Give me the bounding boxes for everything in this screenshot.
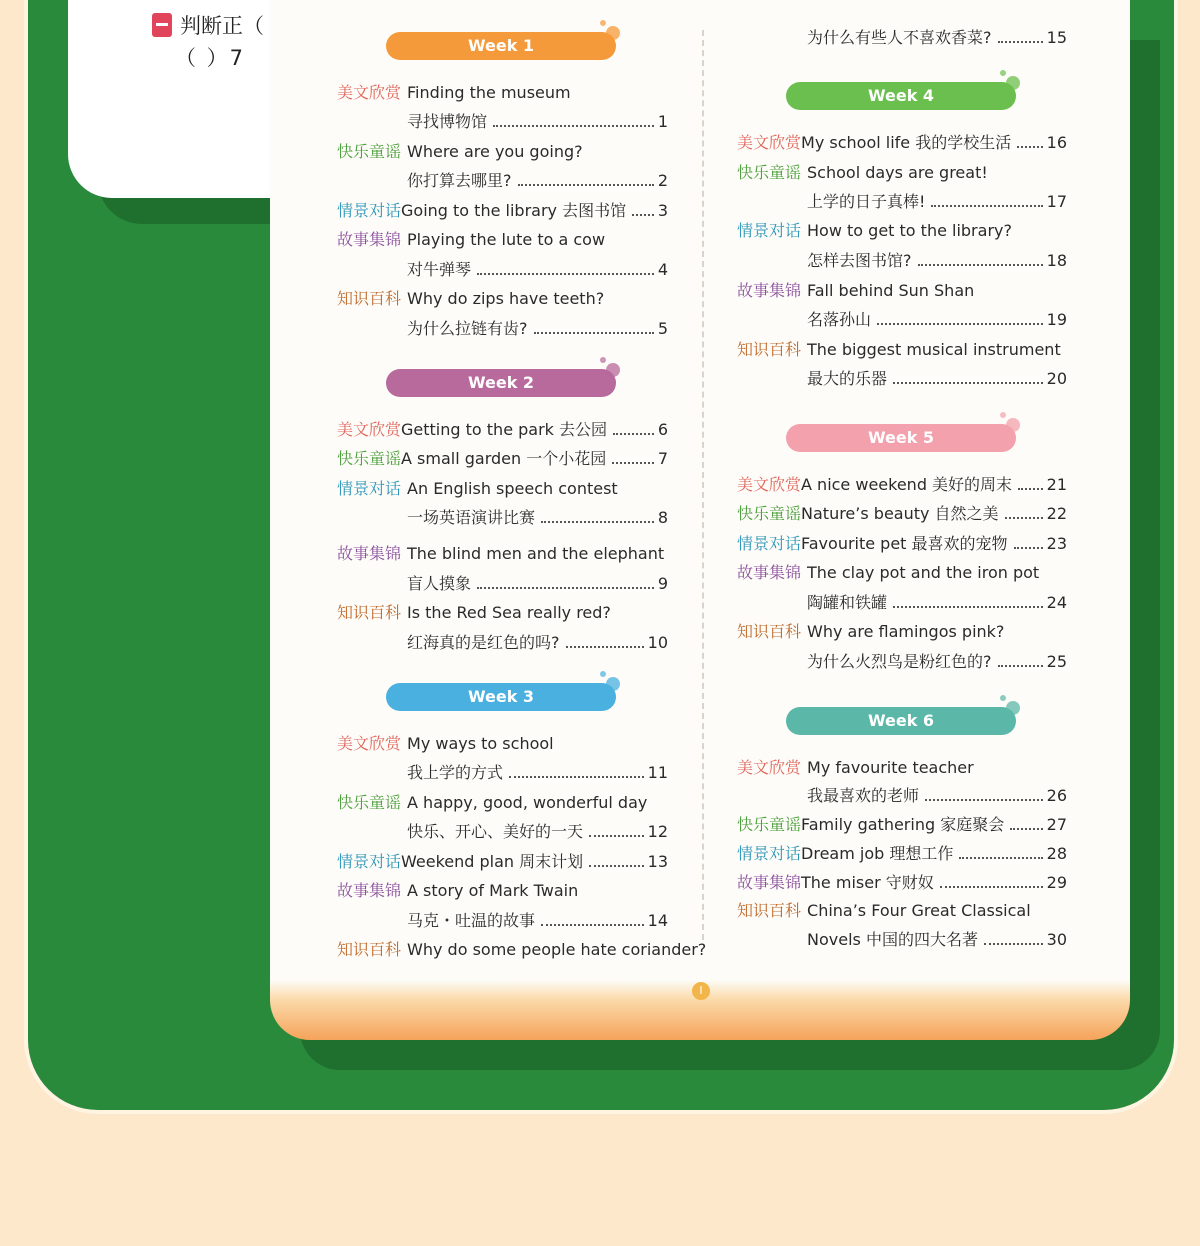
decor-dot	[1000, 412, 1006, 418]
entry-page: 3	[657, 201, 668, 220]
tag-baike: 知识百科	[337, 603, 402, 622]
entry-title: Why do zips have teeth?	[407, 289, 605, 308]
entry-title: Playing the lute to a cow	[407, 230, 606, 249]
entry-title-cn: 盲人摸象	[407, 574, 472, 593]
list-item-cont	[407, 260, 668, 280]
entry-page: 17	[1046, 192, 1067, 211]
week-2-header	[386, 369, 616, 397]
entry-title-cn: 为什么有些人不喜欢香菜?	[807, 28, 992, 47]
entry-title: The biggest musical instrument	[807, 340, 1061, 359]
entry-page: 28	[1046, 844, 1067, 863]
entry-title: Why are flamingos pink?	[807, 622, 1005, 641]
tag-meiwen: 美文欣赏	[737, 475, 802, 494]
list-item-cont	[407, 633, 668, 653]
list-item	[737, 873, 1067, 893]
entry-title: School days are great!	[807, 163, 988, 182]
entry-page: 23	[1046, 534, 1067, 553]
tag-gushi: 故事集锦	[337, 544, 402, 563]
entry-title-cn: 陶罐和铁罐	[807, 593, 888, 612]
list-item-cont	[407, 574, 668, 594]
entry-page: 30	[1046, 930, 1067, 949]
list-item	[337, 289, 604, 309]
list-item-cont	[407, 171, 668, 191]
tag-baike: 知识百科	[737, 340, 802, 359]
list-item	[337, 881, 578, 901]
list-item-cont	[807, 930, 1067, 950]
entry-title: Finding the museum	[407, 83, 571, 102]
entry-page: 25	[1046, 652, 1067, 671]
week-1-label: Week 1	[467, 36, 535, 55]
decor-dot	[600, 20, 606, 26]
entry-title: Why do some people hate coriander?	[407, 940, 707, 959]
week-2-label: Week 2	[467, 373, 535, 392]
entry-title-cn: 名落孙山	[807, 310, 872, 329]
list-item	[737, 221, 1012, 241]
entry-title: Favourite pet 最喜欢的宠物	[801, 534, 1008, 553]
entry-title: Family gathering 家庭聚会	[801, 815, 1005, 834]
tag-baike: 知识百科	[337, 289, 402, 308]
list-item	[337, 793, 647, 813]
tag-tongyao: 快乐童谣	[337, 142, 402, 161]
entry-title: Getting to the park 去公园	[401, 420, 608, 439]
page-number: I	[692, 982, 710, 1000]
entry-page: 8	[657, 508, 668, 527]
entry-page: 26	[1046, 786, 1067, 805]
decor-dot	[600, 357, 606, 363]
list-item-cont	[407, 319, 668, 339]
entry-page: 6	[657, 420, 668, 439]
back-page-title: 判断正（	[180, 14, 264, 38]
entry-page: 27	[1046, 815, 1067, 834]
entry-page: 29	[1046, 873, 1067, 892]
entry-title-cn: Novels 中国的四大名著	[807, 930, 978, 949]
tag-tongyao: 快乐童谣	[337, 449, 402, 468]
decor-dot	[606, 26, 620, 40]
entry-page: 18	[1046, 251, 1067, 270]
entry-page: 24	[1046, 593, 1067, 612]
decor-dot	[1006, 76, 1020, 90]
tag-meiwen: 美文欣赏	[337, 734, 402, 753]
entry-title: Going to the library 去图书馆	[401, 201, 627, 220]
entry-title: A nice weekend 美好的周末	[801, 475, 1013, 494]
entry-title: The blind men and the elephant	[407, 544, 665, 563]
tag-meiwen: 美文欣赏	[737, 758, 802, 777]
list-item-cont	[807, 28, 1067, 48]
tag-baike: 知识百科	[737, 901, 802, 920]
list-item	[337, 544, 664, 564]
list-item	[337, 449, 668, 469]
entry-title-cn: 你打算去哪里?	[407, 171, 512, 190]
list-item-cont	[807, 786, 1067, 806]
decor-dot	[1000, 695, 1006, 701]
column-divider	[702, 30, 704, 940]
tag-tongyao: 快乐童谣	[737, 815, 802, 834]
tag-meiwen: 美文欣赏	[337, 83, 402, 102]
decor-dot	[606, 363, 620, 377]
week-5-label: Week 5	[867, 428, 935, 447]
list-item	[737, 504, 1067, 524]
entry-page: 1	[657, 112, 668, 131]
entry-title: The clay pot and the iron pot	[807, 563, 1040, 582]
entry-page: 14	[647, 911, 668, 930]
entry-page: 9	[657, 574, 668, 593]
list-item-cont	[807, 310, 1067, 330]
list-item-cont	[407, 763, 668, 783]
decor-dot	[1006, 701, 1020, 715]
entry-page: 21	[1046, 475, 1067, 494]
entry-page: 7	[657, 449, 668, 468]
list-item-cont	[407, 508, 668, 528]
list-item	[737, 475, 1067, 495]
entry-title-cn: 我上学的方式	[407, 763, 504, 782]
list-item-cont	[407, 822, 668, 842]
tag-duihua: 情景对话	[737, 534, 802, 553]
entry-page: 20	[1046, 369, 1067, 388]
tag-duihua: 情景对话	[337, 479, 402, 498]
entry-title: My ways to school	[407, 734, 554, 753]
entry-page: 4	[657, 260, 668, 279]
entry-page: 22	[1046, 504, 1067, 523]
list-item	[337, 940, 706, 960]
week-4-label: Week 4	[867, 86, 935, 105]
list-item	[737, 758, 974, 778]
week-3-header	[386, 683, 616, 711]
back-page-paren-line: （ ）7	[175, 46, 246, 70]
entry-title-cn: 快乐、开心、美好的一天	[407, 822, 584, 841]
list-item	[737, 534, 1067, 554]
tag-gushi: 故事集锦	[337, 230, 402, 249]
entry-page: 10	[647, 633, 668, 652]
entry-title: Nature’s beauty 自然之美	[801, 504, 999, 523]
entry-title: A story of Mark Twain	[407, 881, 579, 900]
tag-gushi: 故事集锦	[337, 881, 402, 900]
entry-title-cn: 怎样去图书馆?	[807, 251, 912, 270]
entry-title: Weekend plan 周末计划	[401, 852, 584, 871]
list-item	[337, 734, 554, 754]
entry-title: My favourite teacher	[807, 758, 974, 777]
list-item	[337, 479, 618, 499]
list-item-cont	[807, 192, 1067, 212]
entry-title-cn: 为什么拉链有齿?	[407, 319, 528, 338]
decor-dot	[1006, 418, 1020, 432]
tag-duihua: 情景对话	[737, 844, 802, 863]
list-item	[337, 603, 611, 623]
entry-page: 15	[1046, 28, 1067, 47]
entry-title-cn: 对牛弹琴	[407, 260, 472, 279]
entry-page: 16	[1046, 133, 1067, 152]
list-item	[737, 844, 1067, 864]
list-item	[337, 142, 583, 162]
entry-title: My school life 我的学校生活	[801, 133, 1012, 152]
entry-title: Dream job 理想工作	[801, 844, 954, 863]
tag-duihua: 情景对话	[737, 221, 802, 240]
decor-dot	[1000, 70, 1006, 76]
entry-title-cn: 寻找博物馆	[407, 112, 488, 131]
entry-page: 19	[1046, 310, 1067, 329]
back-page-heading	[152, 10, 264, 40]
entry-page: 2	[657, 171, 668, 190]
week-6-label: Week 6	[867, 711, 935, 730]
list-item	[337, 852, 668, 872]
list-item	[337, 420, 668, 440]
list-item	[337, 201, 668, 221]
tag-duihua: 情景对话	[337, 201, 402, 220]
list-item	[737, 133, 1067, 153]
tag-gushi: 故事集锦	[737, 281, 802, 300]
list-item	[737, 340, 1061, 360]
tag-baike: 知识百科	[737, 622, 802, 641]
entry-title: A small garden 一个小花园	[401, 449, 607, 468]
decor-dot	[600, 671, 606, 677]
list-item-cont	[407, 112, 668, 132]
list-item-cont	[807, 652, 1067, 672]
minus-box-icon	[152, 13, 172, 37]
tag-gushi: 故事集锦	[737, 563, 802, 582]
entry-page: 11	[647, 763, 668, 782]
entry-title-cn: 红海真的是红色的吗?	[407, 633, 560, 652]
list-item-cont	[407, 911, 668, 931]
entry-title-cn: 我最喜欢的老师	[807, 786, 920, 805]
week-6-header	[786, 707, 1016, 735]
decor-dot	[606, 677, 620, 691]
entry-page: 13	[647, 852, 668, 871]
tag-tongyao: 快乐童谣	[337, 793, 402, 812]
week-1-header	[386, 32, 616, 60]
tag-tongyao: 快乐童谣	[737, 163, 802, 182]
tag-meiwen: 美文欣赏	[737, 133, 802, 152]
list-item	[737, 281, 974, 301]
entry-title: Fall behind Sun Shan	[807, 281, 975, 300]
entry-title-cn: 最大的乐器	[807, 369, 888, 388]
week-4-header	[786, 82, 1016, 110]
list-item-cont	[807, 369, 1067, 389]
list-item	[737, 163, 988, 183]
entry-title: How to get to the library?	[807, 221, 1012, 240]
entry-title-cn: 为什么火烈鸟是粉红色的?	[807, 652, 992, 671]
entry-title: The miser 守财奴	[801, 873, 934, 892]
entry-page: 12	[647, 822, 668, 841]
list-item	[337, 83, 571, 103]
list-item	[737, 622, 1004, 642]
week-3-label: Week 3	[467, 687, 535, 706]
tag-tongyao: 快乐童谣	[737, 504, 802, 523]
list-item	[737, 815, 1067, 835]
list-item-cont	[807, 251, 1067, 271]
week-5-header	[786, 424, 1016, 452]
contents-page	[270, 0, 1130, 1040]
list-item-cont	[807, 593, 1067, 613]
entry-title: Is the Red Sea really red?	[407, 603, 611, 622]
entry-title: Where are you going?	[407, 142, 583, 161]
entry-title: An English speech contest	[407, 479, 618, 498]
entry-title-cn: 一场英语演讲比赛	[407, 508, 536, 527]
list-item	[737, 901, 1031, 921]
entry-title-cn: 上学的日子真棒!	[807, 192, 926, 211]
tag-meiwen: 美文欣赏	[337, 420, 402, 439]
tag-baike: 知识百科	[337, 940, 402, 959]
entry-title-cn: 马克・吐温的故事	[407, 911, 536, 930]
entry-page: 5	[657, 319, 668, 338]
list-item	[337, 230, 605, 250]
tag-duihua: 情景对话	[337, 852, 402, 871]
entry-title: China’s Four Great Classical	[807, 901, 1031, 920]
list-item	[737, 563, 1039, 583]
tag-gushi: 故事集锦	[737, 873, 802, 892]
entry-title: A happy, good, wonderful day	[407, 793, 648, 812]
